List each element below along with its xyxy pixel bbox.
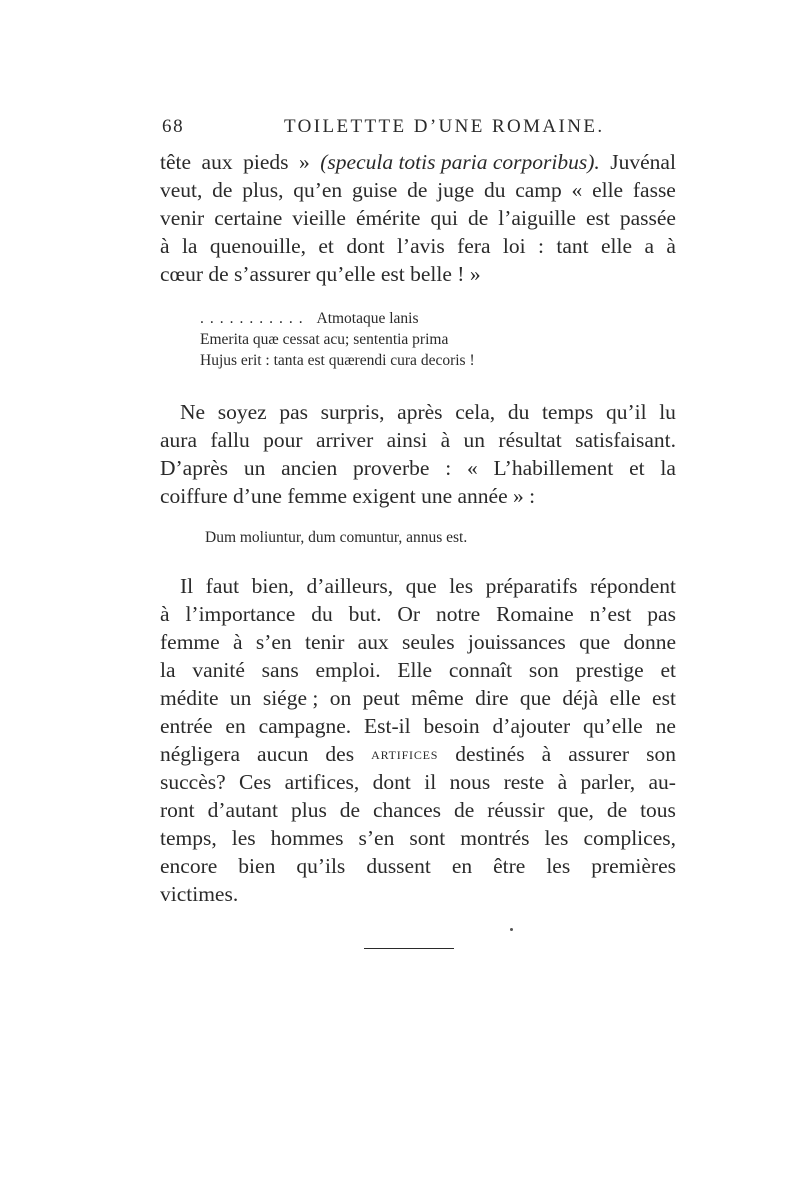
running-title: TOILETTTE D’UNE ROMAINE. — [284, 116, 605, 137]
text-line: ront d’autant plus de chances de réussir que, de tous — [160, 798, 676, 822]
text-line: D’après un ancien proverbe : « L’habillement et la — [160, 456, 676, 480]
running-head — [162, 116, 672, 140]
text-line: à l’importance du but. Or notre Romaine n’est pas — [160, 602, 676, 626]
text-line: aura fallu pour arriver ainsi à un résultat satisfaisant. — [160, 428, 676, 452]
verse-line: Hujus erit : tanta est quærendi cura decoris ! — [200, 352, 475, 369]
verse-line: Emerita quæ cessat acu; sententia prima — [200, 331, 449, 348]
text-line: entrée en campagne. Est-il besoin d’ajouter qu’elle ne — [160, 714, 676, 738]
text-line: négligera aucun des artifices destinés à assurer son — [160, 742, 676, 766]
text-line-last: coiffure d’une femme exigent une année » : — [160, 484, 536, 508]
text-line-last: cœur de s’assurer qu’elle est belle ! » — [160, 262, 481, 286]
paragraph-2 — [160, 398, 676, 510]
text-line: Il faut bien, d’ailleurs, que les préparatifs répondent — [180, 574, 676, 598]
text-line: médite un siége ; on peut même dire que déjà elle est — [160, 686, 676, 710]
paragraph-1 — [160, 148, 676, 288]
text-line: venir certaine vieille émérite qui de l’aiguille est passée — [160, 206, 676, 230]
text-line: Ne soyez pas surpris, après cela, du temps qu’il lu — [180, 400, 676, 424]
end-rule — [364, 948, 454, 949]
small-caps-term: artifices — [371, 744, 439, 763]
latin-proverb: Dum moliuntur, dum comuntur, annus est. — [205, 529, 468, 546]
text-line: la vanité sans emploi. Elle connaît son prestige et — [160, 658, 676, 682]
verse-quotation — [200, 308, 600, 371]
verse-line: ........... Atmotaque lanis — [200, 310, 419, 327]
text-line-last: victimes. — [160, 882, 239, 906]
ellipsis-dots: ........... — [200, 310, 309, 327]
text-line: veut, de plus, qu’en guise de juge du camp « elle fasse — [160, 178, 676, 202]
text-line: à la quenouille, et dont l’avis fera loi : tant elle a à — [160, 234, 676, 258]
text-line: succès? Ces artifices, dont il nous reste à parler, au- — [160, 770, 676, 794]
latin-phrase: specula totis paria corporibus — [327, 150, 588, 174]
paragraph-3 — [160, 572, 676, 908]
print-speck — [510, 928, 513, 931]
page-number: 68 — [162, 116, 185, 137]
text-line: encore bien qu’ils dussent en être les premières — [160, 854, 676, 878]
text-line: temps, les hommes s’en sont montrés les complices, — [160, 826, 676, 850]
text-line: tête aux pieds » (specula totis paria corporibus). Juvénal — [160, 150, 676, 174]
text-line: femme à s’en tenir aux seules jouissances que donne — [160, 630, 676, 654]
